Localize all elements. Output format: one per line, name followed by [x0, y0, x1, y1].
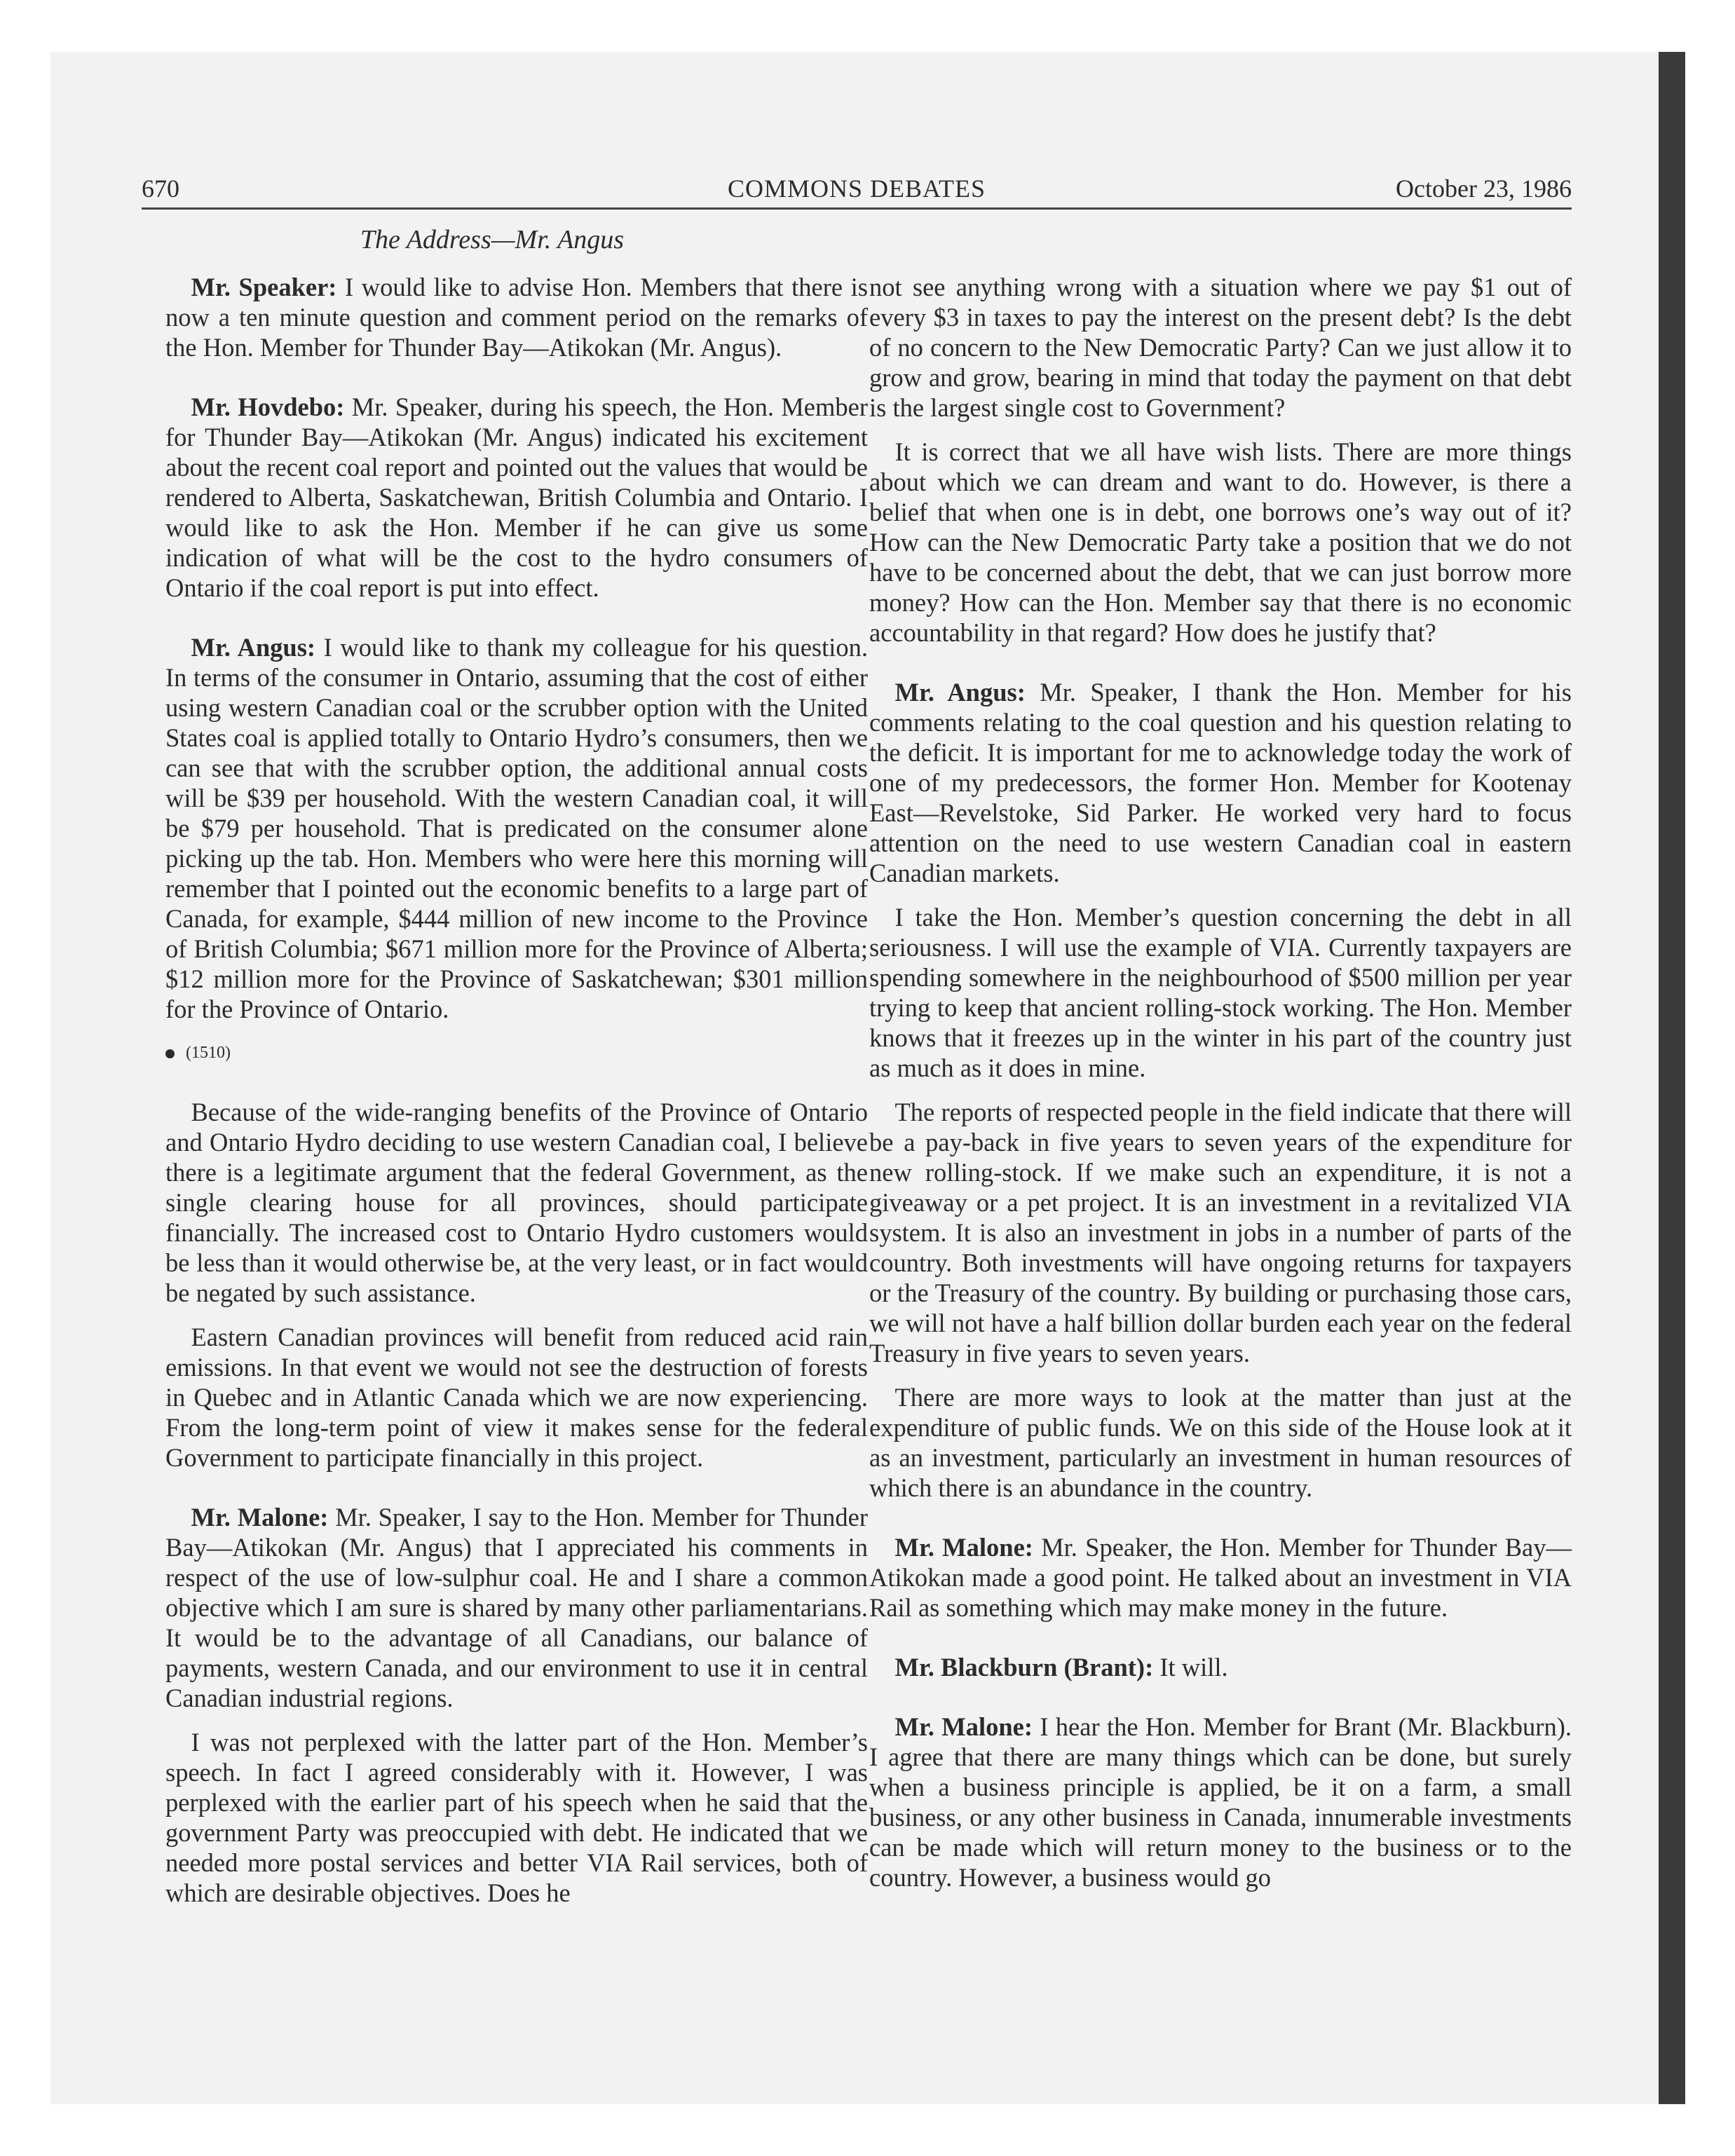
scan-edge-shadow [1659, 52, 1685, 2104]
paragraph [869, 677, 1572, 888]
paragraph [869, 902, 1572, 1083]
paragraph-text: not see anything wrong with a situation where we pay $1 out of every $3 in taxes to pay the interest on the present debt? Is the debt of no concern to the New Democratic Party? Can we just allow it to grow and grow, bearing in mind that today the payment on that debt is the largest single cost to Government? [869, 273, 1572, 422]
speaker-name: Mr. Angus: [894, 678, 1026, 707]
paragraph-text: Eastern Canadian provinces will benefit from reduced acid rain emissions. In that event we would not see the destruction of forests in Quebec and in Atlantic Canada which we are now experiencing. From the long-term point of view it makes sense for the federal Government to participate financially in this project. [165, 1323, 868, 1472]
paragraph [165, 1502, 868, 1713]
paragraph [165, 1097, 868, 1308]
publication-title: COMMONS DEBATES [727, 175, 986, 203]
paragraph-text: Mr. Speaker, I say to the Hon. Member for Thunder Bay—Atikokan (Mr. Angus) that I appreciated his comments in respect of the use of low-sulphur coal. He and I share a common objective which I am sure is shared by many other parliamentarians. It would be to the advantage of all Canadians, our balance of payments, western Canada, and our environment to use it in central Canadian industrial regions. [165, 1503, 868, 1712]
paragraph [165, 392, 868, 603]
speaker-name: Mr. Malone: [191, 1503, 329, 1531]
bullet-icon [165, 1049, 175, 1058]
paragraph-text: I would like to thank my colleague for his question. In terms of the consumer in Ontario, assuming that the cost of either using western Canadian coal or the scrubber option with the United States coal is applied totally to Ontario Hydro’s consumers, then we can see that with the scrubber option, the additional annual costs will be $39 per household. With the western Canadian coal, it will be $79 per household. That is predicated on the consumer alone picking up the tab. Hon. Members who were here this morning will remember that I pointed out the economic benefits to a large part of Canada, for example, $444 million of new income to the Province of British Columbia; $671 million more for the Province of Alberta; $12 million more for the Province of Saskatchewan; $301 million for the Province of Ontario. [165, 633, 869, 1023]
paragraph [869, 1712, 1572, 1892]
paragraph-text: I would like to advise Hon. Members that there is now a ten minute question and comment period on the remarks of the Hon. Member for Thunder Bay—Atikokan (Mr. Angus). [165, 273, 868, 362]
page-header [142, 174, 1572, 209]
page-number: 670 [142, 175, 179, 203]
paragraph-text: Mr. Speaker, the Hon. Member for Thunder Bay—Atikokan made a good point. He talked about an investment in VIA Rail as something which may make money in the future. [869, 1533, 1572, 1622]
paragraph [869, 437, 1572, 648]
paragraph-text: Mr. Speaker, I thank the Hon. Member for his comments relating to the coal question and his question relating to the deficit. It is important for me to acknowledge today the work of one of my predecessors, the former Hon. Member for Kootenay East—Revelstoke, Sid Parker. He worked very hard to focus attention on the need to use western Canadian coal in eastern Canadian markets. [869, 678, 1572, 887]
paragraph [869, 1532, 1572, 1623]
paragraph-text: I take the Hon. Member’s question concerning the debt in all seriousness. I will use the example of VIA. Currently taxpayers are spending somewhere in the neighbourhood of $500 million per year trying to keep that ancient rolling-stock working. The Hon. Member knows that it freezes up in the winter in his part of the country just as much as it does in mine. [869, 903, 1572, 1082]
paragraph-text: It will. [1153, 1653, 1228, 1681]
paragraph-text: Mr. Speaker, during his speech, the Hon. Member for Thunder Bay—Atikokan (Mr. Angus) indicated his excitement about the recent coal report and pointed out the values that would be rendered to Alberta, Saskatchewan, British Columbia and Ontario. I would like to ask the Hon. Member if he can give us some indication of what will be the cost to the hydro consumers of Ontario if the coal report is put into effect. [165, 393, 868, 602]
paragraph [869, 1652, 1572, 1682]
speaker-name: Mr. Hovdebo: [191, 393, 345, 421]
speaker-name: Mr. Speaker: [191, 273, 337, 301]
paragraph-text: Because of the wide-ranging benefits of the Province of Ontario and Ontario Hydro deciding to use western Canadian coal, I believe there is a legitimate argument that the federal Government, as the single clearing house for all provinces, should participate financially. The increased cost to Ontario Hydro customers would be less than it would otherwise be, at the very least, or in fact would be negated by such assistance. [165, 1098, 868, 1307]
left-column [165, 272, 868, 1922]
time-marker [165, 1042, 868, 1063]
speaker-name: Mr. Malone: [894, 1533, 1033, 1562]
paragraph [165, 272, 868, 362]
paragraph-text: There are more ways to look at the matter than just at the expenditure of public funds. We on this side of the House look at it as an investment, particularly an investment in human resources of which there is an abundance in the country. [869, 1383, 1572, 1502]
speaker-name: Mr. Malone: [894, 1712, 1033, 1741]
time-marker-text: (1510) [186, 1044, 231, 1062]
paragraph [165, 1727, 868, 1908]
paragraph [165, 632, 868, 1024]
publication-date: October 23, 1986 [1396, 175, 1572, 203]
running-head: The Address—Mr. Angus [360, 225, 625, 254]
speaker-name: Mr. Angus: [191, 633, 316, 662]
speaker-name: Mr. Blackburn (Brant): [894, 1653, 1154, 1681]
header-rule [142, 207, 1572, 210]
paragraph [869, 272, 1572, 423]
paragraph-text: I hear the Hon. Member for Brant (Mr. Blackburn). I agree that there are many things which can be done, but surely when a business principle is applied, be it on a farm, a small business, or any other business in Canada, innumerable investments can be made which will return money to the business or to the country. However, a business would go [869, 1712, 1572, 1892]
paragraph-text: It is correct that we all have wish lists. There are more things about which we can dream and want to do. However, is there a belief that when one is in debt, one borrows one’s way out of it? How can the New Democratic Party take a position that we do not have to be concerned about the debt, that we can just borrow more money? How can the Hon. Member say that there is no economic accountability in that regard? How does he justify that? [869, 437, 1572, 647]
right-column [869, 272, 1572, 1906]
paragraph-text: I was not perplexed with the latter part of the Hon. Member’s speech. In fact I agreed considerably with it. However, I was perplexed with the earlier part of his speech when he said that the government Party was preoccupied with debt. He indicated that we needed more postal services and better VIA Rail services, both of which are desirable objectives. Does he [165, 1728, 868, 1907]
paragraph [869, 1382, 1572, 1503]
paragraph [869, 1097, 1572, 1368]
paragraph-text: The reports of respected people in the field indicate that there will be a pay-back in five years to seven years of the expenditure for new rolling-stock. If we make such an expenditure, it is not a giveaway or a pet project. It is an investment in a revitalized VIA system. It is also an investment in jobs in a number of parts of the country. Both investments will have ongoing returns for taxpayers or the Treasury of the country. By building or purchasing those cars, we will not have a half billion dollar burden each year on the federal Treasury in five years to seven years. [869, 1098, 1572, 1367]
paragraph [165, 1322, 868, 1473]
